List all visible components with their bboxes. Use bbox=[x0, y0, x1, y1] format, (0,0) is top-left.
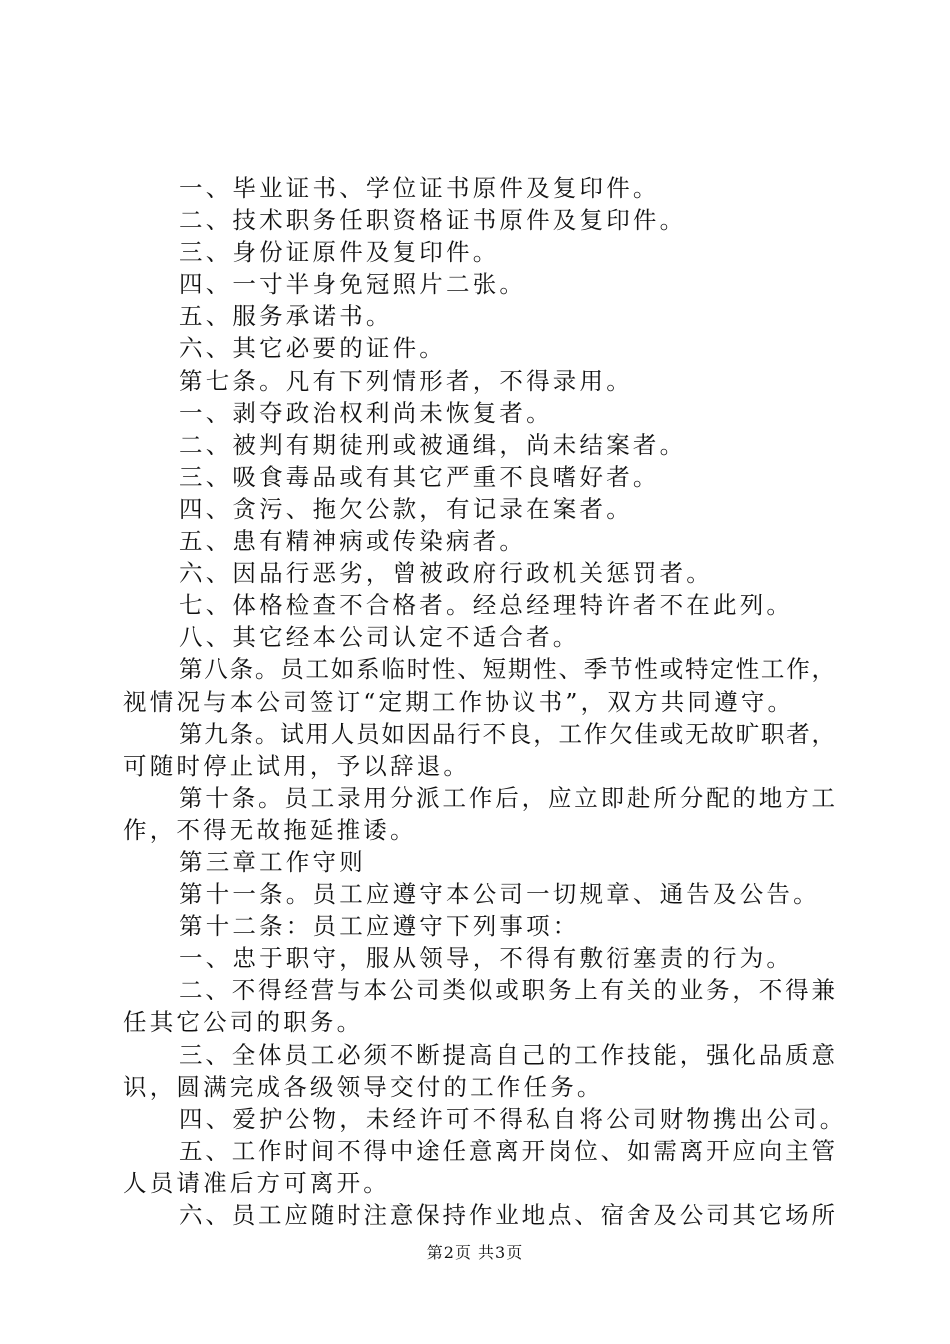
text-line: 四、贪污、拖欠公款，有记录在案者。 bbox=[179, 494, 633, 523]
text-line: 六、因品行恶劣，曾被政府行政机关惩罚者。 bbox=[179, 559, 713, 588]
text-line: 第十二条：员工应遵守下列事项： bbox=[179, 912, 580, 941]
text-line: 五、服务承诺书。 bbox=[179, 302, 393, 331]
text-line: 二、技术职务任职资格证书原件及复印件。 bbox=[179, 206, 687, 235]
text-line: 三、身份证原件及复印件。 bbox=[179, 238, 500, 267]
text-line: 一、毕业证书、学位证书原件及复印件。 bbox=[179, 174, 660, 202]
text-line: 四、一寸半身免冠照片二张。 bbox=[179, 270, 527, 299]
text-line: 作，不得无故拖延推诿。 bbox=[123, 815, 417, 844]
text-line: 第三章工作守则 bbox=[179, 847, 366, 876]
text-line: 第九条。试用人员如因品行不良，工作欠佳或无故旷职者， bbox=[179, 719, 835, 748]
text-line: 一、忠于职守，服从领导，不得有敷衍塞责的行为。 bbox=[179, 944, 794, 973]
text-line: 第七条。凡有下列情形者，不得录用。 bbox=[179, 366, 633, 395]
text-line: 六、其它必要的证件。 bbox=[179, 334, 446, 363]
text-line: 三、吸食毒品或有其它严重不良嗜好者。 bbox=[179, 462, 660, 491]
text-line: 一、剥夺政治权利尚未恢复者。 bbox=[179, 398, 553, 427]
text-line: 四、爱护公物，未经许可不得私自将公司财物携出公司。 bbox=[179, 1104, 847, 1133]
text-line: 第十条。员工录用分派工作后，应立即赴所分配的地方工 bbox=[179, 783, 835, 812]
text-line: 人员请准后方可离开。 bbox=[123, 1168, 390, 1197]
text-line: 识，圆满完成各级领导交付的工作任务。 bbox=[123, 1072, 604, 1101]
text-line: 七、体格检查不合格者。经总经理特许者不在此列。 bbox=[179, 591, 794, 620]
text-line: 五、患有精神病或传染病者。 bbox=[179, 527, 527, 556]
document-body bbox=[123, 172, 847, 1231]
text-line: 二、被判有期徒刑或被通缉，尚未结案者。 bbox=[179, 430, 687, 459]
text-line: 三、全体员工必须不断提高自己的工作技能，强化品质意 bbox=[179, 1040, 835, 1069]
text-line: 可随时停止试用，予以辞退。 bbox=[123, 751, 471, 780]
text-line: 任其它公司的职务。 bbox=[123, 1008, 364, 1037]
text-line: 八、其它经本公司认定不适合者。 bbox=[179, 623, 580, 652]
text-line: 五、工作时间不得中途任意离开岗位、如需离开应向主管 bbox=[179, 1136, 835, 1165]
text-line: 视情况与本公司签订“定期工作协议书”，双方共同遵守。 bbox=[123, 687, 795, 716]
text-line: 六、员工应随时注意保持作业地点、宿舍及公司其它场所 bbox=[179, 1201, 835, 1229]
page-footer: 第2页 共3页 bbox=[426, 1243, 524, 1262]
text-line: 二、不得经营与本公司类似或职务上有关的业务，不得兼 bbox=[179, 976, 835, 1005]
text-line: 第八条。员工如系临时性、短期性、季节性或特定性工作， bbox=[179, 655, 835, 684]
text-line: 第十一条。员工应遵守本公司一切规章、通告及公告。 bbox=[179, 880, 820, 909]
